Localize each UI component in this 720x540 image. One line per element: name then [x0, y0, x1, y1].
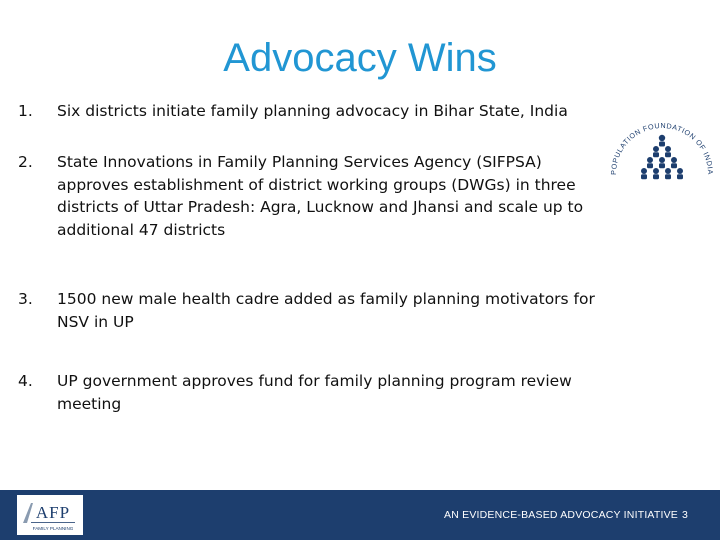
people-pyramid-icon	[641, 135, 683, 180]
item-number: 2.	[18, 153, 33, 171]
item-number: 1.	[18, 102, 33, 120]
afp-logo	[17, 495, 83, 535]
population-foundation-logo	[606, 108, 716, 188]
list-item	[18, 100, 608, 123]
item-text: UP government approves fund for family planning program review meeting	[57, 372, 572, 413]
list-item	[18, 370, 608, 415]
item-number: 4.	[18, 372, 33, 390]
afp-logo-mark: AFP	[35, 503, 71, 522]
item-text: State Innovations in Family Planning Services Agency (SIFPSA) approves establishment of district working groups (DWGs) in three districts of Uttar Pradesh: Agra, Lucknow and Jhansi and scale up to additional 47 districts	[57, 153, 584, 239]
page-number: 3	[682, 509, 688, 521]
slide-title: Advocacy Wins	[223, 36, 497, 80]
afp-logo-tagline: FAMILY PLANNING	[32, 526, 74, 531]
footer-text: AN EVIDENCE-BASED ADVOCACY INITIATIVE	[444, 509, 678, 521]
item-text: Six districts initiate family planning advocacy in Bihar State, India	[57, 102, 568, 120]
item-text: 1500 new male health cadre added as family planning motivators for NSV in UP	[57, 290, 595, 331]
item-number: 3.	[18, 290, 33, 308]
list-item	[18, 288, 608, 333]
population-foundation-logo-text: POPULATION FOUNDATION OF INDIA	[608, 120, 716, 176]
list-item	[18, 151, 608, 241]
